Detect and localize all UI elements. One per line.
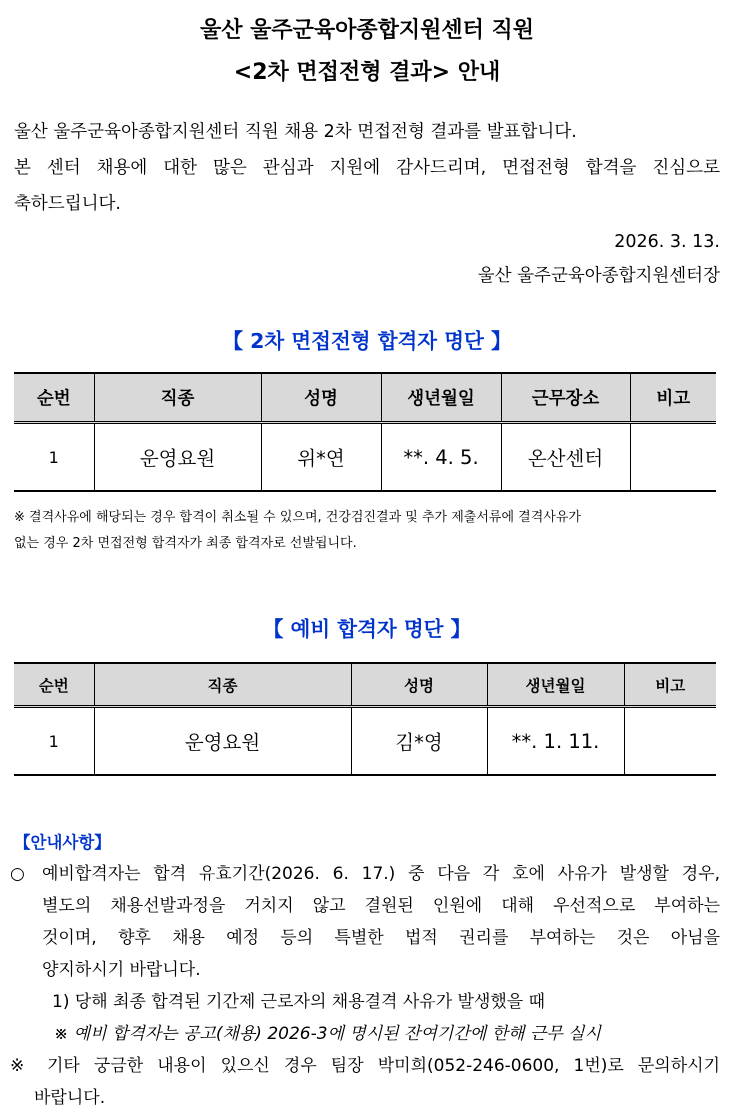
cell-number: 1	[14, 707, 94, 776]
finalists-note-line-1: ※ 결격사유에 해당되는 경우 합격이 취소될 수 있으며, 건강검진결과 및 추가 제출서류에 결격사유가	[14, 510, 581, 525]
circle-bullet-icon: ○	[10, 864, 25, 884]
guide-line-1: 예비합격자는 합격 유효기간(2026. 6. 17.) 중 다음 각 호에 사유가 발생할 경우,	[42, 864, 720, 884]
section-heading-reserve: 【 예비 합격자 명단 】	[262, 617, 472, 641]
document-subtitle: <2차 면접전형 결과> 안내	[233, 60, 501, 85]
cell-number: 1	[14, 423, 94, 492]
finalists-table	[14, 372, 716, 492]
guide-contact-line: ※ 기타 궁금한 내용이 있으신 경우 팀장 박미희(052-246-0600, 1번)로 문의하시기	[10, 1056, 720, 1076]
cell-remarks	[624, 707, 716, 776]
column-header: 생년월일	[381, 373, 501, 423]
guide-item-1: 1) 당해 최종 합격된 기간제 근로자의 채용결격 사유가 발생했을 때	[52, 992, 546, 1012]
intro-line-1: 울산 울주군육아종합지원센터 직원 채용 2차 면접전형 결과를 발표합니다.	[14, 122, 577, 142]
column-header: 비고	[630, 373, 716, 423]
cell-name: 김*영	[351, 707, 487, 776]
cell-birthdate: **. 4. 5.	[381, 423, 501, 492]
guide-reserve-note: ※ 예비 합격자는 공고(채용) 2026-3에 명시된 잔여기간에 한해 근무 실시	[54, 1024, 601, 1044]
column-header: 성명	[261, 373, 381, 423]
guide-line-4: 양지하시기 바랍니다.	[42, 960, 201, 980]
cell-job-type: 운영요원	[94, 707, 351, 776]
column-header: 순번	[14, 663, 94, 707]
intro-line-3: 축하드립니다.	[14, 194, 121, 214]
cell-job-type: 운영요원	[94, 423, 261, 492]
guide-body	[10, 858, 720, 1114]
cell-workplace: 온산센터	[501, 423, 630, 492]
table-header-row	[14, 663, 716, 707]
cell-birthdate: **. 1. 11.	[487, 707, 624, 776]
signature: 울산 울주군육아종합지원센터장	[477, 266, 720, 286]
column-header: 직종	[94, 373, 261, 423]
finalists-note-line-2: 없는 경우 2차 면접전형 합격자가 최종 합격자로 선발됩니다.	[14, 536, 357, 551]
guide-line-3: 것이며, 향후 채용 예정 등의 특별한 법적 권리를 부여하는 것은 아님을	[42, 928, 720, 948]
table-row	[14, 423, 716, 492]
cell-name: 위*연	[261, 423, 381, 492]
column-header: 생년월일	[487, 663, 624, 707]
column-header: 근무장소	[501, 373, 630, 423]
document-title: 울산 울주군육아종합지원센터 직원	[199, 18, 535, 43]
cell-remarks	[630, 423, 716, 492]
column-header: 비고	[624, 663, 716, 707]
table-row	[14, 707, 716, 776]
table-header-row	[14, 373, 716, 423]
reserve-table	[14, 662, 716, 776]
column-header: 성명	[351, 663, 487, 707]
column-header: 순번	[14, 373, 94, 423]
guide-heading: 【안내사항】	[14, 833, 111, 852]
column-header: 직종	[94, 663, 351, 707]
guide-bullet-line	[10, 858, 720, 890]
section-heading-finalists: 【 2차 면접전형 합격자 명단 】	[222, 329, 512, 353]
intro-line-2: 본 센터 채용에 대한 많은 관심과 지원에 감사드리며, 면접전형 합격을 진심으로	[14, 158, 720, 178]
guide-contact-line-end: 바랍니다.	[34, 1088, 106, 1108]
announcement-date: 2026. 3. 13.	[614, 232, 720, 252]
guide-line-2: 별도의 채용선발과정을 거치지 않고 결원된 인원에 대해 우선적으로 부여하는	[42, 896, 720, 916]
